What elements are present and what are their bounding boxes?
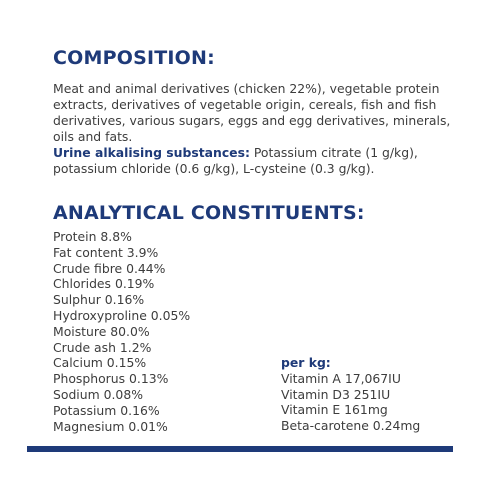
list-item: Moisture 80.0% [53, 323, 150, 339]
per-kg-list [281, 371, 471, 434]
composition-section [53, 81, 453, 177]
constituents-list [53, 229, 273, 434]
per-kg-section [281, 355, 471, 434]
urine-alkalising-label: Urine alkalising substances: [53, 145, 250, 160]
list-item: Beta-carotene 0.24mg [281, 418, 421, 434]
urine-alkalising-text: Potassium citrate (1 g/kg), potassium chloride (0.6 g/kg), L-cysteine (0.3 g/kg). [53, 145, 418, 176]
list-item: Potassium 0.16% [53, 402, 160, 418]
analytical-constituents-heading: ANALYTICAL CONSTITUENTS: [53, 202, 365, 224]
list-item: Calcium 0.15% [53, 355, 147, 371]
list-item: Sulphur 0.16% [53, 292, 145, 308]
list-item: Crude ash 1.2% [53, 339, 152, 355]
list-item: Chlorides 0.19% [53, 276, 155, 292]
per-kg-label: per kg: [281, 355, 331, 370]
list-item: Hydroxyproline 0.05% [53, 307, 191, 323]
list-item: Vitamin D3 251IU [281, 386, 391, 402]
bottom-divider-bar [27, 446, 453, 452]
list-item: Crude fibre 0.44% [53, 260, 166, 276]
list-item: Magnesium 0.01% [53, 418, 168, 434]
list-item: Vitamin A 17,067IU [281, 370, 401, 386]
list-item: Protein 8.8% [53, 229, 132, 244]
list-item: Sodium 0.08% [53, 386, 143, 402]
composition-body: Meat and animal derivatives (chicken 22%), vegetable protein extracts, derivatives of vegetable origin, cereals, fish and fish derivatives, various sugars, eggs and egg derivatives, minerals, oils and fats. [53, 81, 451, 144]
list-item: Fat content 3.9% [53, 244, 159, 260]
composition-heading: COMPOSITION: [53, 47, 215, 69]
composition-text [53, 81, 453, 177]
list-item: Vitamin E 161mg [281, 402, 388, 418]
list-item: Phosphorus 0.13% [53, 371, 169, 387]
